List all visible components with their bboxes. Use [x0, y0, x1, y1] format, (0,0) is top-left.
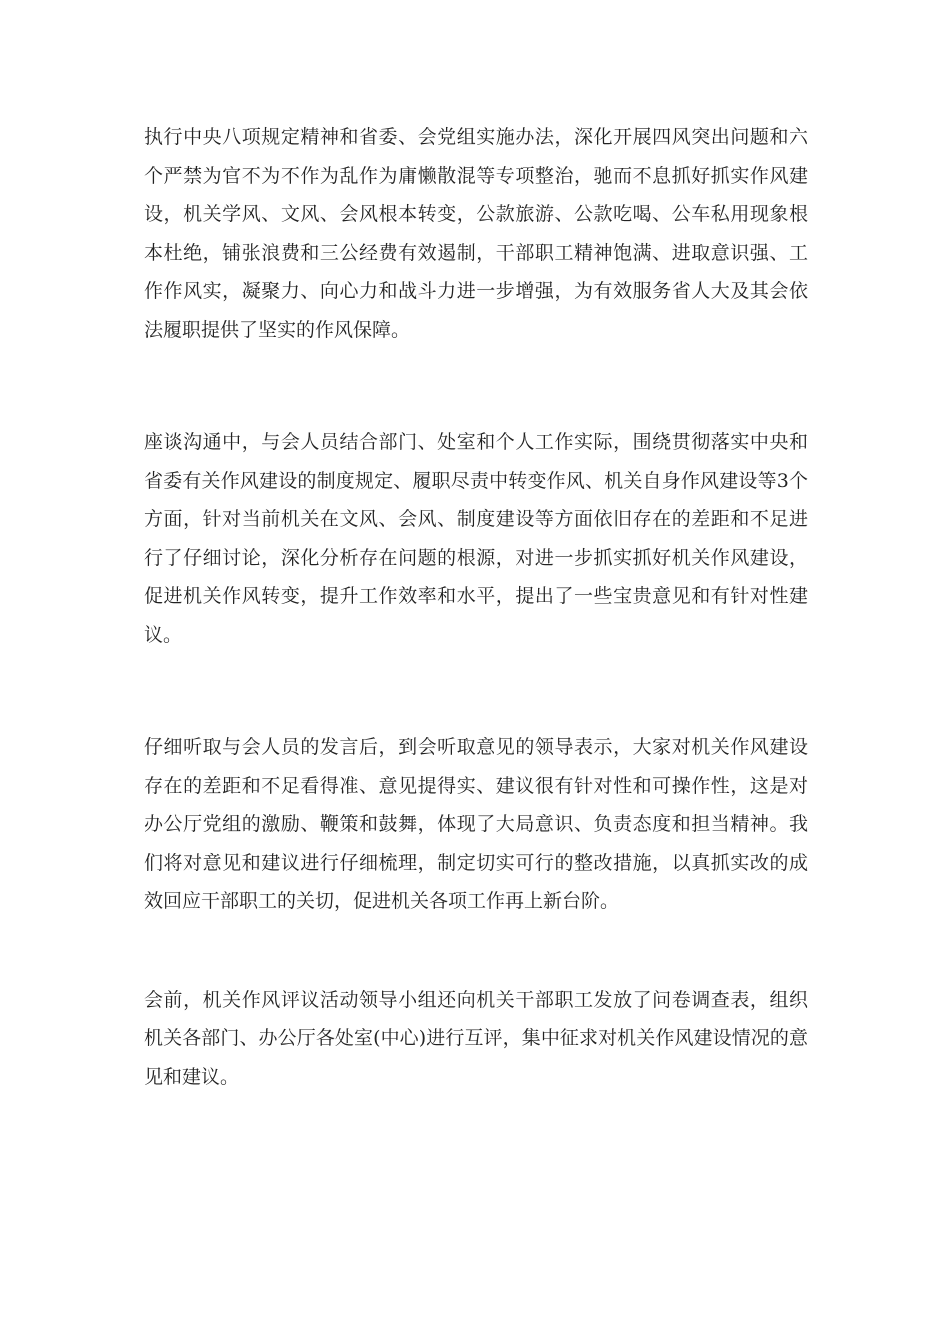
paragraph-2: 座谈沟通中，与会人员结合部门、处室和个人工作实际，围绕贯彻落实中央和省委有关作风建设的制度规定、履职尽责中转变作风、机关自身作风建设等3个方面，针对当前机关在文风、会风、制度建设等方面依旧存在的差距和不足进行了仔细讨论，深化分析存在问题的根源，对进一步抓实抓好机关作风建设，促进机关作风转变，提升工作效率和水平，提出了一些宝贵意见和有针对性建议。 — [144, 431, 808, 646]
paragraph-3: 仔细听取与会人员的发言后，到会听取意见的领导表示，大家对机关作风建设存在的差距和不足看得准、意见提得实、建议很有针对性和可操作性，这是对办公厅党组的激励、鞭策和鼓舞，体现了大局意识、负责态度和担当精神。我们将对意见和建议进行仔细梳理，制定切实可行的整改措施，以真抓实改的成效回应干部职工的关切，促进机关各项工作再上新台阶。 — [144, 736, 808, 912]
document-body — [144, 118, 808, 1096]
paragraph-spacer — [144, 654, 808, 728]
paragraph-4: 会前，机关作风评议活动领导小组还向机关干部职工发放了问卷调查表，组织机关各部门、办公厅各处室(中心)进行互评，集中征求对机关作风建设情况的意见和建议。 — [144, 988, 808, 1088]
paragraph-spacer — [144, 921, 808, 981]
paragraph-1: 执行中央八项规定精神和省委、会党组实施办法，深化开展四风突出问题和六个严禁为官不为不作为乱作为庸懒散混等专项整治，驰而不息抓好抓实作风建设，机关学风、文风、会风根本转变，公款旅游、公款吃喝、公车私用现象根本杜绝，铺张浪费和三公经费有效遏制，干部职工精神饱满、进取意识强、工作作风实，凝聚力、向心力和战斗力进一步增强，为有效服务省人大及其会依法履职提供了坚实的作风保障。 — [144, 126, 808, 341]
paragraph-spacer — [144, 349, 808, 423]
